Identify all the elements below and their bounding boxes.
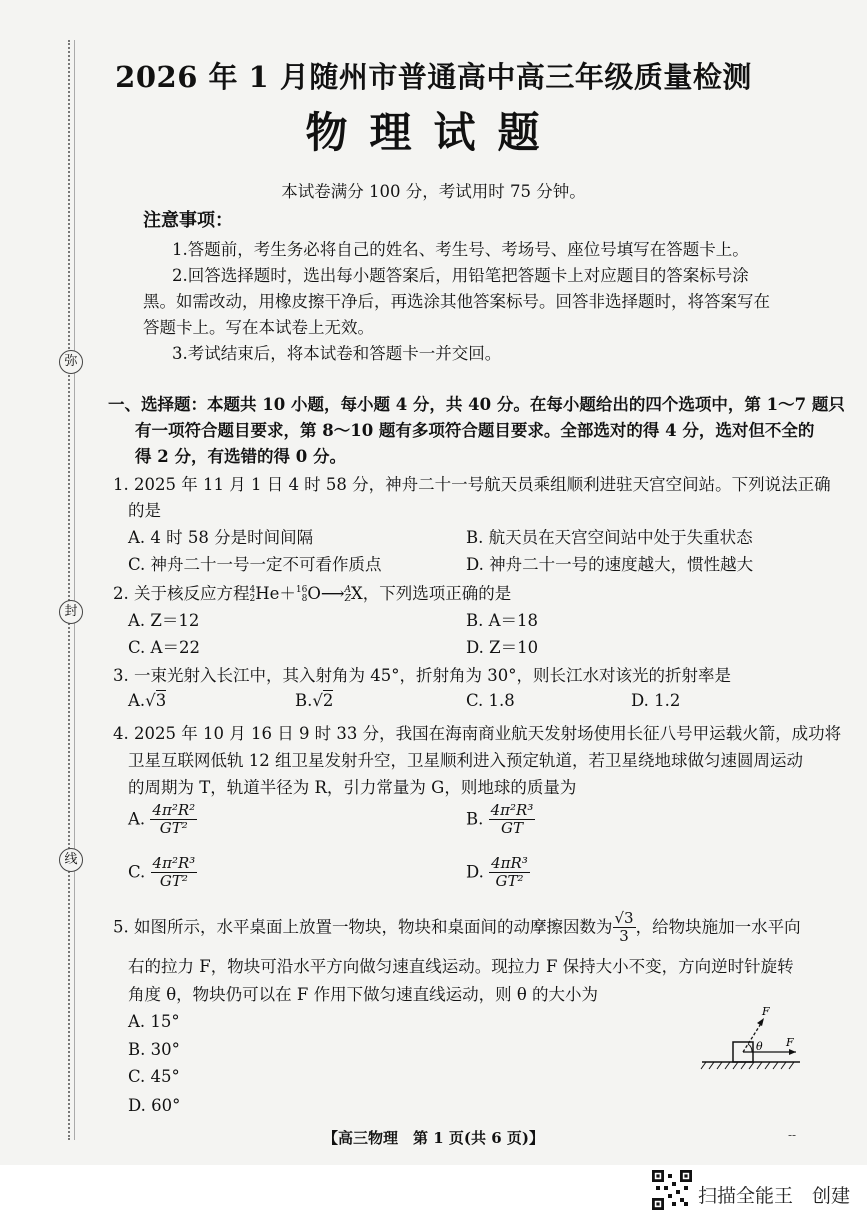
denominator: 3 bbox=[619, 927, 629, 946]
notice-item-2-cont: 黑。如需改动，用橡皮擦干净后，再选涂其他答案标号。回答非选择题时，将答案写在 bbox=[143, 292, 770, 311]
option-a-label: A. bbox=[128, 691, 146, 710]
question-4-stem: 4. 2025 年 10 月 16 日 9 时 33 分，我国在海南商业航天发射场使用长征八号甲运载火箭，成功将 bbox=[113, 724, 842, 743]
denominator: GT bbox=[500, 819, 523, 838]
arrowhead bbox=[757, 1018, 764, 1026]
option-a-label: A. bbox=[128, 809, 146, 829]
question-4-option-d bbox=[466, 855, 530, 891]
x-mass-number: A bbox=[344, 584, 352, 595]
block-force-diagram bbox=[700, 1000, 810, 1075]
question-4-option-a bbox=[128, 802, 197, 838]
o-mass-number: 16 bbox=[295, 584, 308, 595]
question-3-option-b bbox=[295, 691, 333, 710]
denominator: GT² bbox=[159, 819, 188, 838]
question-3-option-c: C. 1.8 bbox=[466, 691, 515, 710]
question-5-option-a: A. 15° bbox=[128, 1012, 180, 1031]
exam-info: 本试卷满分 100 分，考试用时 75 分钟。 bbox=[281, 182, 586, 201]
option-d-fraction bbox=[489, 855, 530, 891]
question-5-option-d: D. 60° bbox=[128, 1096, 181, 1115]
angle-label: θ bbox=[756, 1040, 763, 1053]
notice-item-2: 2.回答选择题时，选出每小题答案后，用铅笔把答题卡上对应题目的答案标号涂 bbox=[172, 266, 749, 285]
binding-edge-line bbox=[74, 40, 75, 1140]
question-3-option-d: D. 1.2 bbox=[631, 691, 681, 710]
seal-mark-mi: 弥 bbox=[59, 350, 83, 374]
page-footer: 【高三物理 第 1 页(共 6 页)】 bbox=[323, 1129, 544, 1147]
x-symbol: X bbox=[351, 584, 363, 603]
option-b-fraction bbox=[489, 802, 536, 838]
question-4-option-c bbox=[128, 855, 197, 891]
option-b-label: B. bbox=[466, 809, 484, 829]
reaction-arrow: ⟶ bbox=[320, 584, 345, 603]
question-1-option-b: B. 航天员在天宫空间站中处于失重状态 bbox=[466, 528, 753, 547]
question-2-option-a: A. Z＝12 bbox=[128, 611, 200, 630]
option-b-label: B. bbox=[295, 691, 313, 710]
numerator: 4π²R² bbox=[152, 801, 196, 819]
binding-cut-line bbox=[68, 40, 70, 1140]
notice-item-3: 3.考试结束后，将本试卷和答题卡一并交回。 bbox=[172, 344, 502, 363]
question-5-stem-text: 5. 如图所示，水平桌面上放置一物块，物块和桌面间的动摩擦因数为 bbox=[113, 917, 613, 937]
numerator: √3 bbox=[614, 909, 634, 927]
notice-heading: 注意事项： bbox=[143, 210, 233, 231]
question-1-stem: 1. 2025 年 11 月 1 日 4 时 58 分，神舟二十一号航天员乘组顺利进驻天宫空间站。下列说法正确 bbox=[113, 475, 831, 494]
o-atomic-number: 8 bbox=[301, 593, 308, 604]
numerator: 4πR³ bbox=[491, 854, 528, 872]
denominator: GT² bbox=[495, 872, 524, 891]
question-1-stem-cont: 的是 bbox=[128, 501, 161, 520]
scanner-brand: 扫描全能王 创建 bbox=[698, 1185, 851, 1207]
question-2-stem-end: ，下列选项正确的是 bbox=[362, 584, 512, 603]
question-1-option-a: A. 4 时 58 分是时间间隔 bbox=[128, 528, 314, 547]
option-b-radicand: 2 bbox=[322, 691, 334, 710]
option-a-radicand: 3 bbox=[155, 691, 167, 710]
question-2-option-d: D. Z＝10 bbox=[466, 638, 539, 657]
force-label-rotated: F bbox=[762, 1005, 770, 1018]
numerator: 4π²R³ bbox=[152, 854, 196, 872]
question-5-stem bbox=[113, 910, 801, 946]
he-mass-number: 4 bbox=[249, 584, 256, 595]
section-desc: 有一项符合题目要求，第 8～10 题有多项符合题目要求。全部选对的得 4 分，选对但不全的 bbox=[135, 421, 815, 440]
footer-mark: -- bbox=[788, 1128, 797, 1142]
question-5-stem-cont: 右的拉力 F，物块可沿水平方向做匀速直线运动。现拉力 F 保持大小不变，方向逆时针旋转 bbox=[128, 957, 794, 976]
question-2-stem-text: 2. 关于核反应方程 bbox=[113, 584, 250, 603]
arrowhead bbox=[789, 1049, 796, 1055]
question-3-stem: 3. 一束光射入长江中，其入射角为 45°，折射角为 30°，则长江水对该光的折射率是 bbox=[113, 666, 731, 685]
question-4-option-b bbox=[466, 802, 535, 838]
sqrt-sign: √ bbox=[145, 691, 156, 710]
angle-arc bbox=[748, 1044, 752, 1052]
denominator: GT² bbox=[159, 872, 188, 891]
notice-item-2-cont2: 答题卡上。写在本试卷上无效。 bbox=[143, 318, 374, 337]
option-a-fraction bbox=[150, 802, 197, 838]
question-2-stem bbox=[113, 580, 511, 604]
question-5-stem-end: ，给物块施加一水平向 bbox=[635, 917, 801, 937]
force-label-horizontal: F bbox=[786, 1036, 794, 1049]
question-3-option-a bbox=[128, 691, 166, 710]
question-2-option-b: B. A＝18 bbox=[466, 611, 539, 630]
question-5-option-b: B. 30° bbox=[128, 1040, 180, 1059]
x-atomic-number: Z bbox=[344, 593, 352, 604]
exam-title: 2026 年 1 月随州市普通高中高三年级质量检测 bbox=[115, 60, 752, 94]
notice-item-1: 1.答题前，考生务必将自己的姓名、考生号、考场号、座位号填写在答题卡上。 bbox=[172, 240, 749, 259]
o-symbol: O bbox=[307, 584, 321, 603]
he-symbol: He＋ bbox=[255, 584, 296, 603]
sqrt-sign: √ bbox=[312, 691, 323, 710]
seal-mark-xian: 线 bbox=[59, 848, 83, 872]
seal-mark-feng: 封 bbox=[59, 600, 83, 624]
question-4-stem-cont2: 的周期为 T，轨道半径为 R，引力常量为 G，则地球的质量为 bbox=[128, 778, 577, 797]
section-desc-cont: 得 2 分，有选错的得 0 分。 bbox=[135, 447, 346, 466]
friction-coefficient-fraction bbox=[613, 910, 636, 946]
question-4-stem-cont: 卫星互联网低轨 12 组卫星发射升空，卫星顺利进入预定轨道，若卫星绕地球做匀速圆周运动 bbox=[128, 751, 803, 770]
question-5-option-c: C. 45° bbox=[128, 1067, 180, 1086]
qr-code-icon bbox=[652, 1170, 692, 1210]
option-c-fraction bbox=[151, 855, 198, 891]
table-surface bbox=[701, 1062, 800, 1069]
option-c-label: C. bbox=[128, 862, 146, 882]
section-heading: 一、选择题：本题共 10 小题，每小题 4 分，共 40 分。在每小题给出的四个选项中，第 1～7 题只 bbox=[108, 395, 845, 414]
question-2-option-c: C. A＝22 bbox=[128, 638, 200, 657]
question-1-option-d: D. 神舟二十一号的速度越大，惯性越大 bbox=[466, 555, 754, 574]
option-d-label: D. bbox=[466, 862, 484, 882]
question-1-option-c: C. 神舟二十一号一定不可看作质点 bbox=[128, 555, 382, 574]
numerator: 4π²R³ bbox=[490, 801, 534, 819]
he-atomic-number: 2 bbox=[249, 593, 256, 604]
question-5-stem-cont2: 角度 θ，物块仍可以在 F 作用下做匀速直线运动，则 θ 的大小为 bbox=[128, 985, 599, 1004]
subject-title: 物理试题 bbox=[305, 108, 562, 157]
